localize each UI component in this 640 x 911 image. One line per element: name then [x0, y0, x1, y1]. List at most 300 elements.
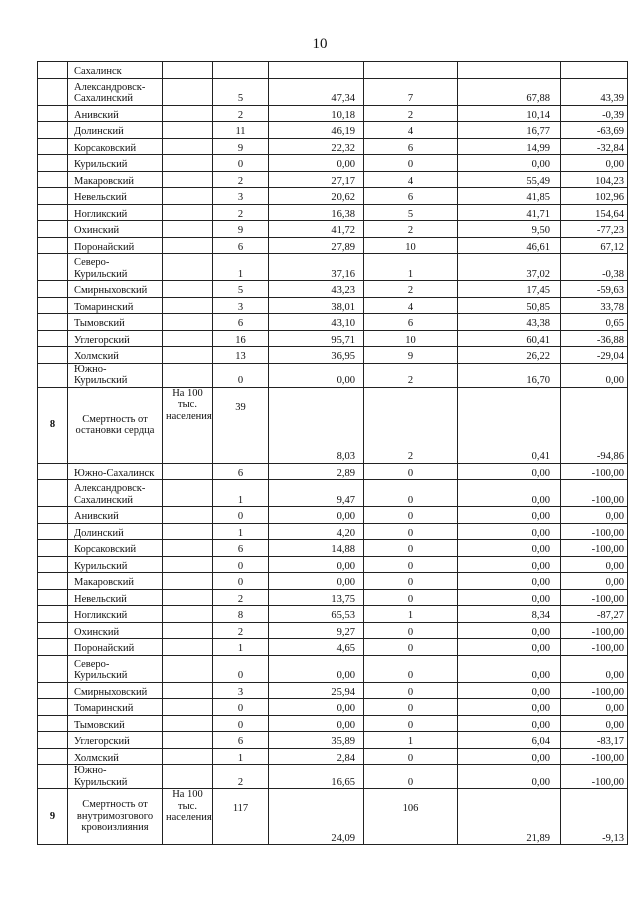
rate-cur-cell: 0,00 — [458, 573, 561, 590]
district-name-cell: Макаровский — [68, 171, 163, 188]
row-number-cell — [38, 155, 68, 172]
indicator-number: 9 — [38, 789, 68, 845]
rate-cur-cell: 0,00 — [458, 155, 561, 172]
count-cur-cell: 0 — [364, 507, 458, 524]
rate-cur-cell: 55,49 — [458, 171, 561, 188]
change-percent-cell: 0,00 — [561, 655, 628, 682]
unit-cell — [163, 732, 213, 749]
unit-cell — [163, 281, 213, 298]
row-number-cell — [38, 589, 68, 606]
change-percent-cell: -32,84 — [561, 138, 628, 155]
change-percent-cell: -9,13 — [561, 789, 628, 845]
change-percent-cell: -77,23 — [561, 221, 628, 238]
district-name-cell: Охинский — [68, 221, 163, 238]
count-prev-cell: 9 — [213, 221, 269, 238]
change-percent-cell: 102,96 — [561, 188, 628, 205]
row-number-cell — [38, 105, 68, 122]
rate-cur-cell: 0,00 — [458, 639, 561, 656]
table-row — [38, 105, 628, 122]
table-row — [38, 748, 628, 765]
count-prev-cell: 3 — [213, 188, 269, 205]
table-row — [38, 155, 628, 172]
rate-cur-cell: 26,22 — [458, 347, 561, 364]
district-name-cell: Томаринский — [68, 699, 163, 716]
count-cur-cell: 0 — [364, 682, 458, 699]
count-prev-cell: 1 — [213, 254, 269, 281]
row-number-cell — [38, 221, 68, 238]
table-row — [38, 330, 628, 347]
change-percent-cell: 0,65 — [561, 314, 628, 331]
row-number-cell — [38, 314, 68, 331]
change-percent-cell: -83,17 — [561, 732, 628, 749]
rate-cur-cell: 0,00 — [458, 715, 561, 732]
unit-cell — [163, 765, 213, 789]
count-prev-cell: 1 — [213, 748, 269, 765]
table-row — [38, 655, 628, 682]
count-cur-cell: 2 — [364, 387, 458, 463]
count-prev-cell: 3 — [213, 297, 269, 314]
count-prev-cell: 1 — [213, 639, 269, 656]
rate-prev-cell: 0,00 — [269, 573, 364, 590]
district-name-cell: Углегорский — [68, 732, 163, 749]
unit-cell — [163, 622, 213, 639]
rate-prev-cell: 0,00 — [269, 715, 364, 732]
count-prev-cell: 9 — [213, 138, 269, 155]
district-name-cell: Холмский — [68, 748, 163, 765]
unit-cell — [163, 682, 213, 699]
table-row — [38, 699, 628, 716]
count-prev-cell: 1 — [213, 523, 269, 540]
rate-prev-cell: 95,71 — [269, 330, 364, 347]
count-cur-cell: 9 — [364, 347, 458, 364]
count-prev-cell: 6 — [213, 237, 269, 254]
count-cur-cell: 0 — [364, 573, 458, 590]
rate-prev-cell: 16,65 — [269, 765, 364, 789]
rate-prev-cell: 0,00 — [269, 507, 364, 524]
rate-cur-cell — [458, 62, 561, 79]
table-row — [38, 556, 628, 573]
count-cur-cell: 0 — [364, 699, 458, 716]
count-cur-cell: 5 — [364, 204, 458, 221]
rate-cur-cell: 41,85 — [458, 188, 561, 205]
change-percent-cell: -59,63 — [561, 281, 628, 298]
table-row — [38, 507, 628, 524]
change-percent-cell: 104,23 — [561, 171, 628, 188]
table-row — [38, 573, 628, 590]
count-prev-cell: 5 — [213, 281, 269, 298]
unit-cell — [163, 639, 213, 656]
change-percent-cell: 0,00 — [561, 573, 628, 590]
district-name-cell: Томаринский — [68, 297, 163, 314]
count-cur-cell: 2 — [364, 363, 458, 387]
rate-cur-cell: 16,77 — [458, 122, 561, 139]
unit-cell — [163, 105, 213, 122]
count-prev-cell: 16 — [213, 330, 269, 347]
unit-cell — [163, 363, 213, 387]
rate-prev-cell: 36,95 — [269, 347, 364, 364]
table-row — [38, 622, 628, 639]
count-prev-cell: 0 — [213, 573, 269, 590]
rate-cur-cell: 0,00 — [458, 507, 561, 524]
indicator-unit: На 100 тыс. населения — [163, 789, 213, 845]
row-number-cell — [38, 254, 68, 281]
indicator-row — [38, 789, 628, 845]
row-number-cell — [38, 204, 68, 221]
statistics-table — [37, 61, 628, 845]
district-name-cell: Курильский — [68, 155, 163, 172]
count-cur-cell: 0 — [364, 765, 458, 789]
rate-prev-cell: 41,72 — [269, 221, 364, 238]
district-name-cell: Корсаковский — [68, 540, 163, 557]
unit-cell — [163, 589, 213, 606]
rate-cur-cell: 60,41 — [458, 330, 561, 347]
table-row — [38, 138, 628, 155]
count-prev-cell: 3 — [213, 682, 269, 699]
row-number-cell — [38, 540, 68, 557]
rate-cur-cell: 67,88 — [458, 78, 561, 105]
unit-cell — [163, 188, 213, 205]
rate-cur-cell: 0,00 — [458, 622, 561, 639]
row-number-cell — [38, 281, 68, 298]
rate-cur-cell: 21,89 — [458, 789, 561, 845]
change-percent-cell: -63,69 — [561, 122, 628, 139]
count-prev-cell: 2 — [213, 105, 269, 122]
count-cur-cell: 0 — [364, 622, 458, 639]
rate-cur-cell: 9,50 — [458, 221, 561, 238]
change-percent-cell: -100,00 — [561, 480, 628, 507]
rate-prev-cell: 35,89 — [269, 732, 364, 749]
change-percent-cell — [561, 62, 628, 79]
rate-prev-cell: 9,27 — [269, 622, 364, 639]
rate-prev-cell: 25,94 — [269, 682, 364, 699]
count-cur-cell: 0 — [364, 715, 458, 732]
district-name-cell: Тымовский — [68, 715, 163, 732]
table-row — [38, 363, 628, 387]
unit-cell — [163, 540, 213, 557]
district-name-cell: Холмский — [68, 347, 163, 364]
count-prev-cell: 8 — [213, 606, 269, 623]
count-cur-cell — [364, 62, 458, 79]
page-number: 10 — [312, 36, 328, 52]
change-percent-cell: -100,00 — [561, 589, 628, 606]
table-row — [38, 715, 628, 732]
count-cur-cell: 7 — [364, 78, 458, 105]
rate-prev-cell: 65,53 — [269, 606, 364, 623]
count-cur-cell: 1 — [364, 254, 458, 281]
rate-prev-cell: 24,09 — [269, 789, 364, 845]
table-row — [38, 204, 628, 221]
row-number-cell — [38, 655, 68, 682]
count-cur-cell: 4 — [364, 122, 458, 139]
table-row — [38, 540, 628, 557]
district-name-cell: Долинский — [68, 523, 163, 540]
count-prev-cell: 0 — [213, 699, 269, 716]
district-name-cell: Анивский — [68, 105, 163, 122]
unit-cell — [163, 254, 213, 281]
count-cur-cell: 0 — [364, 748, 458, 765]
count-cur-cell: 0 — [364, 589, 458, 606]
district-name-cell: Углегорский — [68, 330, 163, 347]
rate-cur-cell: 10,14 — [458, 105, 561, 122]
change-percent-cell: -36,88 — [561, 330, 628, 347]
row-number-cell — [38, 330, 68, 347]
change-percent-cell: -0,38 — [561, 254, 628, 281]
rate-cur-cell: 0,00 — [458, 748, 561, 765]
row-number-cell — [38, 122, 68, 139]
count-prev-cell: 0 — [213, 655, 269, 682]
district-name-cell: Северо-Курильский — [68, 254, 163, 281]
rate-prev-cell: 14,88 — [269, 540, 364, 557]
rate-cur-cell: 17,45 — [458, 281, 561, 298]
rate-prev-cell: 38,01 — [269, 297, 364, 314]
count-prev-cell: 13 — [213, 347, 269, 364]
change-percent-cell: -29,04 — [561, 347, 628, 364]
count-prev-cell: 0 — [213, 363, 269, 387]
change-percent-cell: 0,00 — [561, 363, 628, 387]
row-number-cell — [38, 171, 68, 188]
district-name-cell: Макаровский — [68, 573, 163, 590]
rate-cur-cell: 0,00 — [458, 699, 561, 716]
count-prev-cell: 6 — [213, 732, 269, 749]
change-percent-cell: -0,39 — [561, 105, 628, 122]
rate-prev-cell: 47,34 — [269, 78, 364, 105]
table-row — [38, 732, 628, 749]
rate-cur-cell: 0,00 — [458, 480, 561, 507]
district-name-cell: Поронайский — [68, 639, 163, 656]
row-number-cell — [38, 699, 68, 716]
count-cur-cell: 106 — [364, 789, 458, 845]
table-row — [38, 765, 628, 789]
unit-cell — [163, 297, 213, 314]
row-number-cell — [38, 748, 68, 765]
rate-prev-cell: 0,00 — [269, 155, 364, 172]
district-name-cell: Ногликский — [68, 204, 163, 221]
rate-prev-cell: 27,17 — [269, 171, 364, 188]
table-row — [38, 639, 628, 656]
table-row — [38, 523, 628, 540]
indicator-unit: На 100 тыс. населения — [163, 387, 213, 463]
count-prev-cell: 6 — [213, 314, 269, 331]
indicator-number: 8 — [38, 387, 68, 463]
count-cur-cell: 0 — [364, 639, 458, 656]
rate-prev-cell: 43,23 — [269, 281, 364, 298]
rate-cur-cell: 14,99 — [458, 138, 561, 155]
rate-prev-cell: 0,00 — [269, 363, 364, 387]
change-percent-cell: 67,12 — [561, 237, 628, 254]
change-percent-cell: 0,00 — [561, 507, 628, 524]
district-name-cell: Южно-Курильский — [68, 363, 163, 387]
rate-prev-cell: 8,03 — [269, 387, 364, 463]
table-row — [38, 463, 628, 480]
count-prev-cell: 6 — [213, 540, 269, 557]
rate-prev-cell: 4,20 — [269, 523, 364, 540]
rate-cur-cell: 6,04 — [458, 732, 561, 749]
district-name-cell: Анивский — [68, 507, 163, 524]
rate-cur-cell: 0,00 — [458, 655, 561, 682]
table-row — [38, 237, 628, 254]
rate-cur-cell: 0,00 — [458, 589, 561, 606]
table-row — [38, 122, 628, 139]
rate-prev-cell: 46,19 — [269, 122, 364, 139]
unit-cell — [163, 237, 213, 254]
rate-prev-cell: 10,18 — [269, 105, 364, 122]
row-number-cell — [38, 715, 68, 732]
unit-cell — [163, 78, 213, 105]
rate-prev-cell: 2,84 — [269, 748, 364, 765]
row-number-cell — [38, 622, 68, 639]
unit-cell — [163, 556, 213, 573]
unit-cell — [163, 138, 213, 155]
count-prev-cell: 6 — [213, 463, 269, 480]
row-number-cell — [38, 138, 68, 155]
indicator-name: Смертность от внутримозгового кровоизлияния — [68, 789, 163, 845]
unit-cell — [163, 330, 213, 347]
count-cur-cell: 0 — [364, 655, 458, 682]
district-name-cell: Александровск-Сахалинский — [68, 480, 163, 507]
count-prev-cell: 2 — [213, 765, 269, 789]
indicator-row — [38, 387, 628, 463]
table-row — [38, 254, 628, 281]
rate-cur-cell: 8,34 — [458, 606, 561, 623]
row-number-cell — [38, 682, 68, 699]
unit-cell — [163, 748, 213, 765]
table-row — [38, 221, 628, 238]
rate-cur-cell: 0,41 — [458, 387, 561, 463]
rate-prev-cell: 16,38 — [269, 204, 364, 221]
row-number-cell — [38, 62, 68, 79]
unit-cell — [163, 171, 213, 188]
count-cur-cell: 10 — [364, 330, 458, 347]
district-name-cell: Корсаковский — [68, 138, 163, 155]
change-percent-cell: 0,00 — [561, 699, 628, 716]
row-number-cell — [38, 480, 68, 507]
row-number-cell — [38, 523, 68, 540]
change-percent-cell: -100,00 — [561, 622, 628, 639]
row-number-cell — [38, 78, 68, 105]
rate-prev-cell: 0,00 — [269, 655, 364, 682]
count-prev-cell: 117 — [213, 789, 269, 845]
rate-cur-cell: 0,00 — [458, 556, 561, 573]
district-name-cell: Ногликский — [68, 606, 163, 623]
count-cur-cell: 10 — [364, 237, 458, 254]
table-row — [38, 347, 628, 364]
table-row — [38, 589, 628, 606]
count-prev-cell: 39 — [213, 387, 269, 463]
count-prev-cell: 2 — [213, 622, 269, 639]
change-percent-cell: -100,00 — [561, 463, 628, 480]
change-percent-cell: 0,00 — [561, 715, 628, 732]
count-cur-cell: 2 — [364, 281, 458, 298]
change-percent-cell: 33,78 — [561, 297, 628, 314]
count-cur-cell: 0 — [364, 480, 458, 507]
district-name-cell: Северо-Курильский — [68, 655, 163, 682]
rate-prev-cell: 9,47 — [269, 480, 364, 507]
district-name-cell: Охинский — [68, 622, 163, 639]
rate-prev-cell: 37,16 — [269, 254, 364, 281]
table-row — [38, 480, 628, 507]
count-cur-cell: 4 — [364, 297, 458, 314]
rate-prev-cell: 27,89 — [269, 237, 364, 254]
change-percent-cell: -100,00 — [561, 639, 628, 656]
rate-cur-cell: 0,00 — [458, 463, 561, 480]
count-cur-cell: 0 — [364, 540, 458, 557]
unit-cell — [163, 655, 213, 682]
row-number-cell — [38, 606, 68, 623]
count-prev-cell: 2 — [213, 204, 269, 221]
change-percent-cell: -100,00 — [561, 682, 628, 699]
rate-cur-cell: 50,85 — [458, 297, 561, 314]
change-percent-cell: 0,00 — [561, 556, 628, 573]
rate-prev-cell: 20,62 — [269, 188, 364, 205]
row-number-cell — [38, 507, 68, 524]
rate-prev-cell: 2,89 — [269, 463, 364, 480]
count-cur-cell: 1 — [364, 732, 458, 749]
count-prev-cell: 2 — [213, 171, 269, 188]
change-percent-cell: 43,39 — [561, 78, 628, 105]
count-prev-cell: 0 — [213, 155, 269, 172]
district-name-cell: Невельский — [68, 589, 163, 606]
table-row — [38, 62, 628, 79]
rate-prev-cell: 43,10 — [269, 314, 364, 331]
count-prev-cell: 0 — [213, 715, 269, 732]
change-percent-cell: -100,00 — [561, 748, 628, 765]
district-name-cell: Южно-Курильский — [68, 765, 163, 789]
rate-cur-cell: 46,61 — [458, 237, 561, 254]
district-name-cell: Александровск-Сахалинский — [68, 78, 163, 105]
count-cur-cell: 0 — [364, 523, 458, 540]
district-name-cell: Смирныховский — [68, 682, 163, 699]
unit-cell — [163, 480, 213, 507]
unit-cell — [163, 62, 213, 79]
unit-cell — [163, 204, 213, 221]
unit-cell — [163, 573, 213, 590]
unit-cell — [163, 715, 213, 732]
row-number-cell — [38, 639, 68, 656]
count-prev-cell: 2 — [213, 589, 269, 606]
count-prev-cell: 0 — [213, 556, 269, 573]
rate-cur-cell: 41,71 — [458, 204, 561, 221]
rate-prev-cell — [269, 62, 364, 79]
count-cur-cell: 4 — [364, 171, 458, 188]
count-cur-cell: 0 — [364, 463, 458, 480]
change-percent-cell: -100,00 — [561, 765, 628, 789]
count-prev-cell: 11 — [213, 122, 269, 139]
row-number-cell — [38, 463, 68, 480]
table-row — [38, 188, 628, 205]
table-row — [38, 171, 628, 188]
rate-cur-cell: 0,00 — [458, 540, 561, 557]
unit-cell — [163, 699, 213, 716]
rate-prev-cell: 0,00 — [269, 556, 364, 573]
count-cur-cell: 0 — [364, 155, 458, 172]
rate-cur-cell: 0,00 — [458, 523, 561, 540]
row-number-cell — [38, 732, 68, 749]
district-name-cell: Смирныховский — [68, 281, 163, 298]
row-number-cell — [38, 297, 68, 314]
row-number-cell — [38, 765, 68, 789]
row-number-cell — [38, 556, 68, 573]
indicator-name: Смертность от остановки сердца — [68, 387, 163, 463]
table-row — [38, 78, 628, 105]
count-cur-cell: 6 — [364, 138, 458, 155]
table-row — [38, 606, 628, 623]
unit-cell — [163, 523, 213, 540]
count-cur-cell: 6 — [364, 314, 458, 331]
district-name-cell: Долинский — [68, 122, 163, 139]
rate-cur-cell: 0,00 — [458, 765, 561, 789]
district-name-cell: Курильский — [68, 556, 163, 573]
change-percent-cell: -87,27 — [561, 606, 628, 623]
